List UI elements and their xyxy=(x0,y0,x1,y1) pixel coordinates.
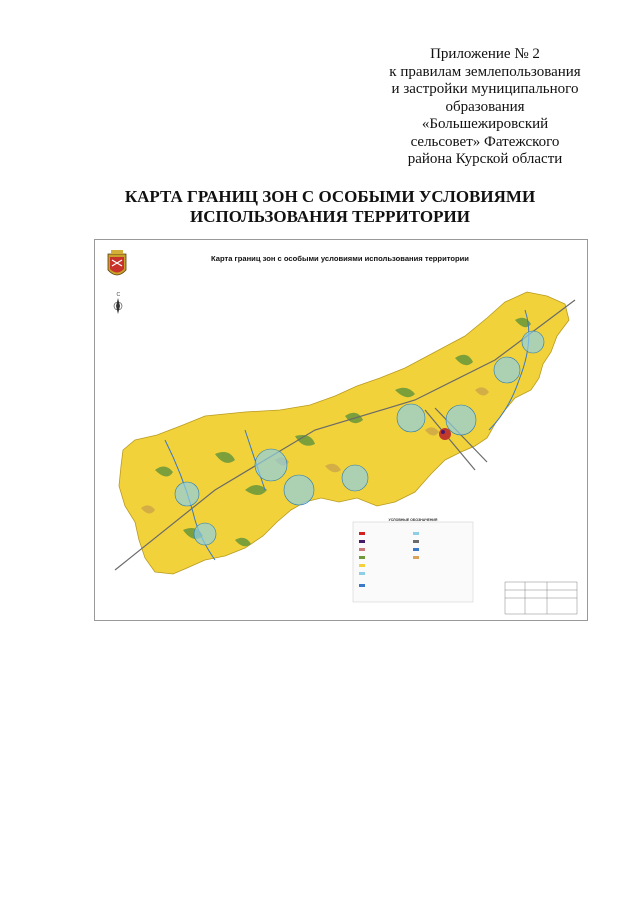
appendix-line: Приложение № 2 xyxy=(430,46,540,62)
map-heading: Карта границ зон с особыми условиями использования территории xyxy=(211,254,469,263)
appendix-line: и застройки муниципального xyxy=(391,81,579,97)
appendix-line: образования xyxy=(445,98,525,115)
coat-of-arms-icon xyxy=(108,250,126,275)
title-block xyxy=(505,582,577,614)
north-arrow-icon xyxy=(114,298,122,314)
appendix-line: района Курской области xyxy=(407,151,563,167)
document-title xyxy=(60,187,600,227)
legend xyxy=(353,522,473,602)
appendix-line: «Большежировский xyxy=(421,116,549,132)
map-canvas xyxy=(95,240,587,620)
document-title-line: КАРТА ГРАНИЦ ЗОН С ОСОБЫМИ УСЛОВИЯМИ xyxy=(124,187,536,206)
north-label: С xyxy=(116,292,121,298)
settlement-center xyxy=(439,428,451,440)
document-title-line: ИСПОЛЬЗОВАНИЯ ТЕРРИТОРИИ xyxy=(190,207,470,226)
map-sheet xyxy=(94,239,588,621)
appendix-line: к правилам землепользования xyxy=(389,63,581,80)
appendix-block xyxy=(360,46,610,169)
legend-heading: УСЛОВНЫЕ ОБОЗНАЧЕНИЯ xyxy=(388,518,438,522)
appendix-line: сельсовет» Фатежского xyxy=(410,133,560,150)
